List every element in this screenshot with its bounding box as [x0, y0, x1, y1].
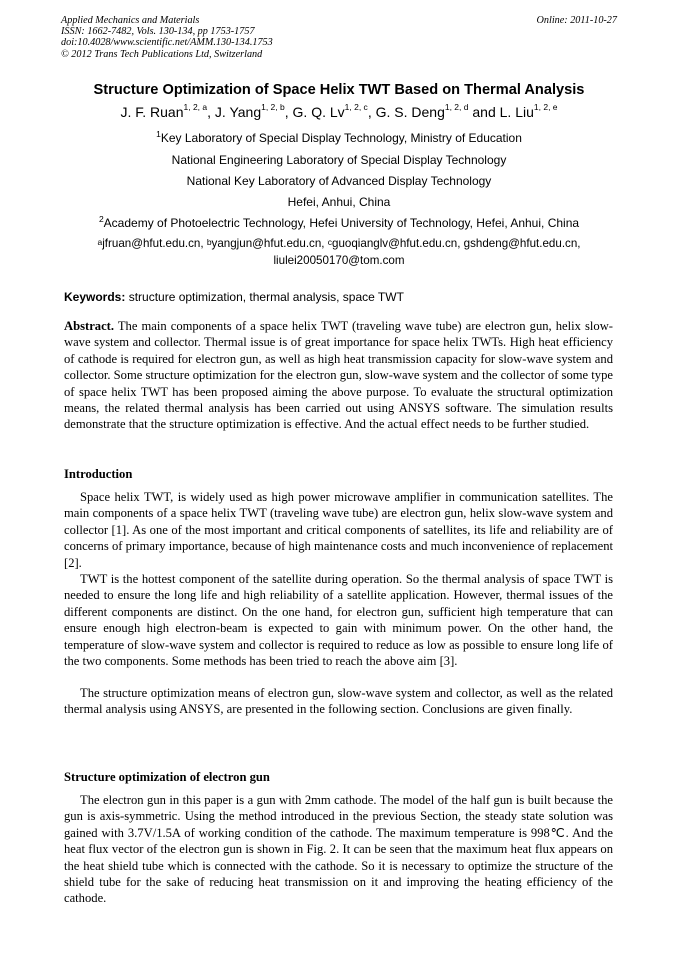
author-affiliation-mark: 1, 2, e [533, 102, 558, 112]
abstract-label: Abstract. [64, 319, 115, 333]
keywords [64, 290, 404, 304]
keywords-text: structure optimization, thermal analysis, space TWT [125, 290, 404, 304]
affiliation-1-line-1: $^1$Key Laboratory of Special Display Technology, Ministry of Education [156, 129, 522, 145]
affiliation-2: $^2$Academy of Photoelectric Technology, Hefei University of Technology, Hefei, Anhui, China [98, 214, 580, 230]
author-name: J. F. Ruan [120, 104, 184, 120]
intro-paragraph-3: The structure optimization means of electron gun, slow-wave system and collector, as well as the related thermal analysis using ANSYS, are presented in the following section. Conclusions are given finally. [64, 686, 613, 717]
doi-line: doi:10.4028/www.scientific.net/AMM.130-134.1753 [61, 37, 273, 49]
author-name: G. S. Deng [375, 104, 445, 120]
journal-header [61, 15, 617, 60]
author-affiliation-mark: 1, 2, b [261, 102, 285, 112]
intro-paragraph-2: TWT is the hottest component of the satellite during operation. So the thermal analysis of space TWT is needed to ensure the long life and high reliability of a satellite application. However, thermal issues of the different components are distinct. On the one hand, for electron gun, sufficient high temperature that can ensure enough high electron-beam is expected to gain with minimum power. On the other hand, the temperature of slow-wave system and collector is required to reduce as low as possible to ensure long life of the two components. Some methods has been tried to reach the above aim [3]. [64, 572, 613, 669]
author-name: G. Q. Lv [292, 104, 345, 120]
author-affiliation-mark: 1, 2, c [344, 102, 368, 112]
section-heading-electron-gun: Structure optimization of electron gun [64, 770, 270, 784]
copyright-line: © 2012 Trans Tech Publications Ltd, Switzerland [61, 48, 263, 60]
issn-line: ISSN: 1662-7482, Vols. 130-134, pp 1753-1757 [61, 26, 255, 38]
author-emails [0, 236, 678, 269]
author-list: J. F. Ruan$^{1, 2, a}$, J. Yang$^{1, 2, b}$, G. Q. Lv$^{1, 2, c}$, G. S. Deng$^{1, 2, d}$ and L. Liu$^{1, 2, e}$ [120, 102, 558, 120]
paper-title: Structure Optimization of Space Helix TWT Based on Thermal Analysis [93, 82, 585, 98]
keywords-label: Keywords: [64, 290, 126, 304]
abstract [64, 318, 613, 433]
affiliation-1-line-2: National Engineering Laboratory of Special Display Technology [171, 153, 507, 167]
section-heading-introduction: Introduction [64, 467, 133, 481]
email-line-2: liulei20050170@tom.com [273, 253, 405, 267]
intro-paragraph-1: Space helix TWT, is widely used as high power microwave amplifier in communication satellites. The main components of a space helix TWT (traveling wave tube) are electron gun, helix slow-wave system and collector [1]. As one of the most important and critical components of satellites, its life and reliability are of concerns of primary importance, because of high maintenance costs and much inconvenience of replacement [2]. [64, 490, 613, 570]
author-name: L. Liu [499, 104, 534, 120]
online-date: Online: 2011-10-27 [536, 15, 617, 26]
author-affiliation-mark: 1, 2, a [183, 102, 208, 112]
affiliation-1-line-4: Hefei, Anhui, China [287, 195, 391, 209]
email-line-1: $^a$jfruan@hfut.edu.cn, $^b$yangjun@hfut.edu.cn, $^c$guoqianglv@hfut.edu.cn, gshdeng@hfut.edu.cn, [97, 237, 581, 250]
author-affiliation-mark: 1, 2, d [444, 102, 469, 112]
affiliation-1-line-3: National Key Laboratory of Advanced Display Technology [186, 174, 492, 188]
abstract-text: The main components of a space helix TWT (traveling wave tube) are electron gun, helix slow-wave system and collector. Thermal issue is of great importance for space helix TWTs. High heat efficiency of cathode is required for electron gun, as well as high heat transmission capacity for slow-wave system and collector. Some structure optimization for the electron gun, slow-wave system and the collector of some type of space helix TWT has been proposed aiming the above purpose. To evaluate the structural optimization means, the related thermal analysis has been carried out using ANSYS software. The simulation results demonstrate that the structure optimization is effective. And the actual effect needs to be further studied. [64, 319, 613, 432]
author-name: J. Yang [214, 104, 262, 120]
journal-name: Applied Mechanics and Materials [61, 15, 200, 26]
electron-gun-paragraph: The electron gun in this paper is a gun with 2mm cathode. The model of the half gun is built because the gun is axis-symmetric. Using the method introduced in the previous Section, the steady state solution was gained with 3.7V/1.5A of working condition of the cathode. The maximum temperature is 998℃. And the heat flux vector of the electron gun is shown in Fig. 2. It can be seen that the maximum heat flux appears on the heat shield tube which is connected with the cathode. So it is necessary to optimize the structure of the shield tube for the sake of reducing heat transmission on it and improving the heating efficiency of the cathode. [64, 793, 613, 906]
